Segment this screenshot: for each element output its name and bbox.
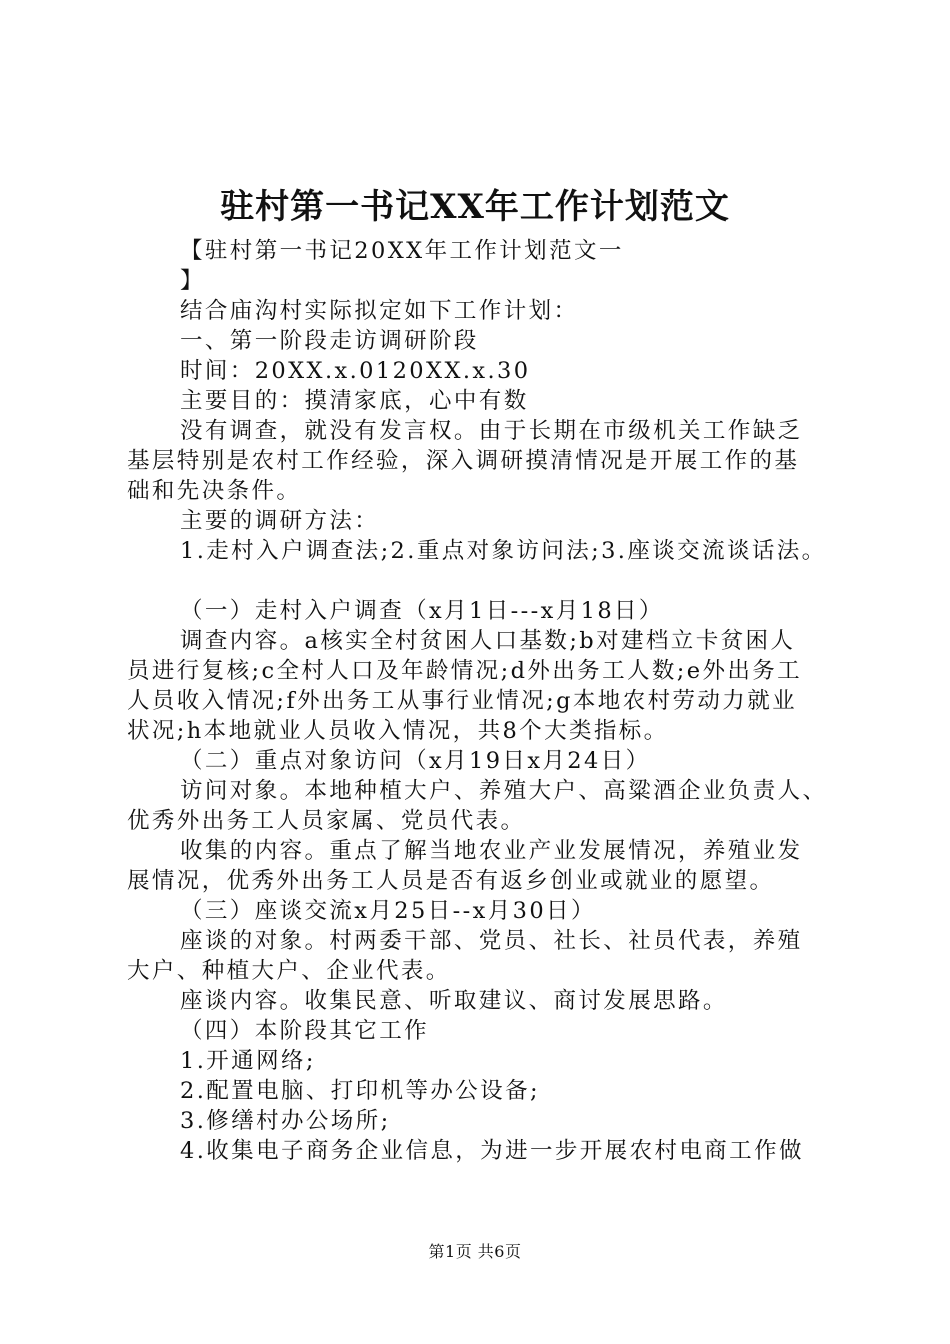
blank-line: [127, 566, 837, 596]
list-item: 3.修缮村办公场所;: [180, 1108, 391, 1134]
paragraph-line: 1.走村入户调查法;2.重点对象访问法;3.座谈交流谈话法。: [180, 538, 827, 564]
paragraph-line: 访问对象。本地种植大户、养殖大户、高粱酒企业负责人、: [180, 778, 828, 804]
paragraph-line: 础和先决条件。: [127, 478, 302, 504]
paragraph-line: 大户、种植大户、企业代表。: [127, 958, 451, 984]
paragraph-line: 时间：20XX.x.0120XX.x.30: [180, 358, 531, 384]
list-item: 1.开通网络;: [180, 1048, 316, 1074]
document-title: 驻村第一书记XX年工作计划范文: [220, 187, 730, 227]
paragraph-line: 没有调查，就没有发言权。由于长期在市级机关工作缺乏: [180, 418, 803, 444]
section-heading: （四）本阶段其它工作: [180, 1018, 430, 1044]
section-heading: （三）座谈交流x月25日--x月30日）: [180, 898, 596, 924]
paragraph-line: 结合庙沟村实际拟定如下工作计划：: [180, 298, 579, 324]
page-number: 第1页 共6页: [428, 1242, 522, 1261]
paragraph-line: 座谈的对象。村两委干部、党员、社长、社员代表，养殖: [180, 928, 803, 954]
paragraph-line: 】: [180, 268, 205, 294]
paragraph-line: 一、第一阶段走访调研阶段: [180, 328, 479, 354]
section-heading: （二）重点对象访问（x月19日x月24日）: [180, 748, 651, 774]
paragraph-line: 主要目的：摸清家底，心中有数: [180, 388, 529, 414]
section-heading: （一）走村入户调查（x月1日---x月18日）: [180, 598, 664, 624]
list-item: 4.收集电子商务企业信息，为进一步开展农村电商工作做: [180, 1138, 804, 1164]
paragraph-line: 【驻村第一书记20XX年工作计划范文一: [180, 238, 624, 264]
paragraph-line: 展情况，优秀外出务工人员是否有返乡创业或就业的愿望。: [127, 868, 775, 894]
paragraph-line: 座谈内容。收集民意、听取建议、商讨发展思路。: [180, 988, 728, 1014]
paragraph-line: 人员收入情况;f外出务工从事行业情况;g本地农村劳动力就业: [127, 688, 797, 714]
paragraph-line: 员进行复核;c全村人口及年龄情况;d外出务工人数;e外出务工: [127, 658, 803, 684]
list-item: 2.配置电脑、打印机等办公设备;: [180, 1078, 540, 1104]
paragraph-line: 状况;h本地就业人员收入情况，共8个大类指标。: [127, 718, 669, 744]
paragraph-line: 主要的调研方法：: [180, 508, 380, 534]
document-body: [127, 236, 837, 1166]
paragraph-line: 收集的内容。重点了解当地农业产业发展情况，养殖业发: [180, 838, 803, 864]
paragraph-line: 基层特别是农村工作经验，深入调研摸清情况是开展工作的基: [127, 448, 800, 474]
paragraph-line: 调查内容。a核实全村贫困人口基数;b对建档立卡贫困人: [180, 628, 796, 654]
paragraph-line: 优秀外出务工人员家属、党员代表。: [127, 808, 526, 834]
